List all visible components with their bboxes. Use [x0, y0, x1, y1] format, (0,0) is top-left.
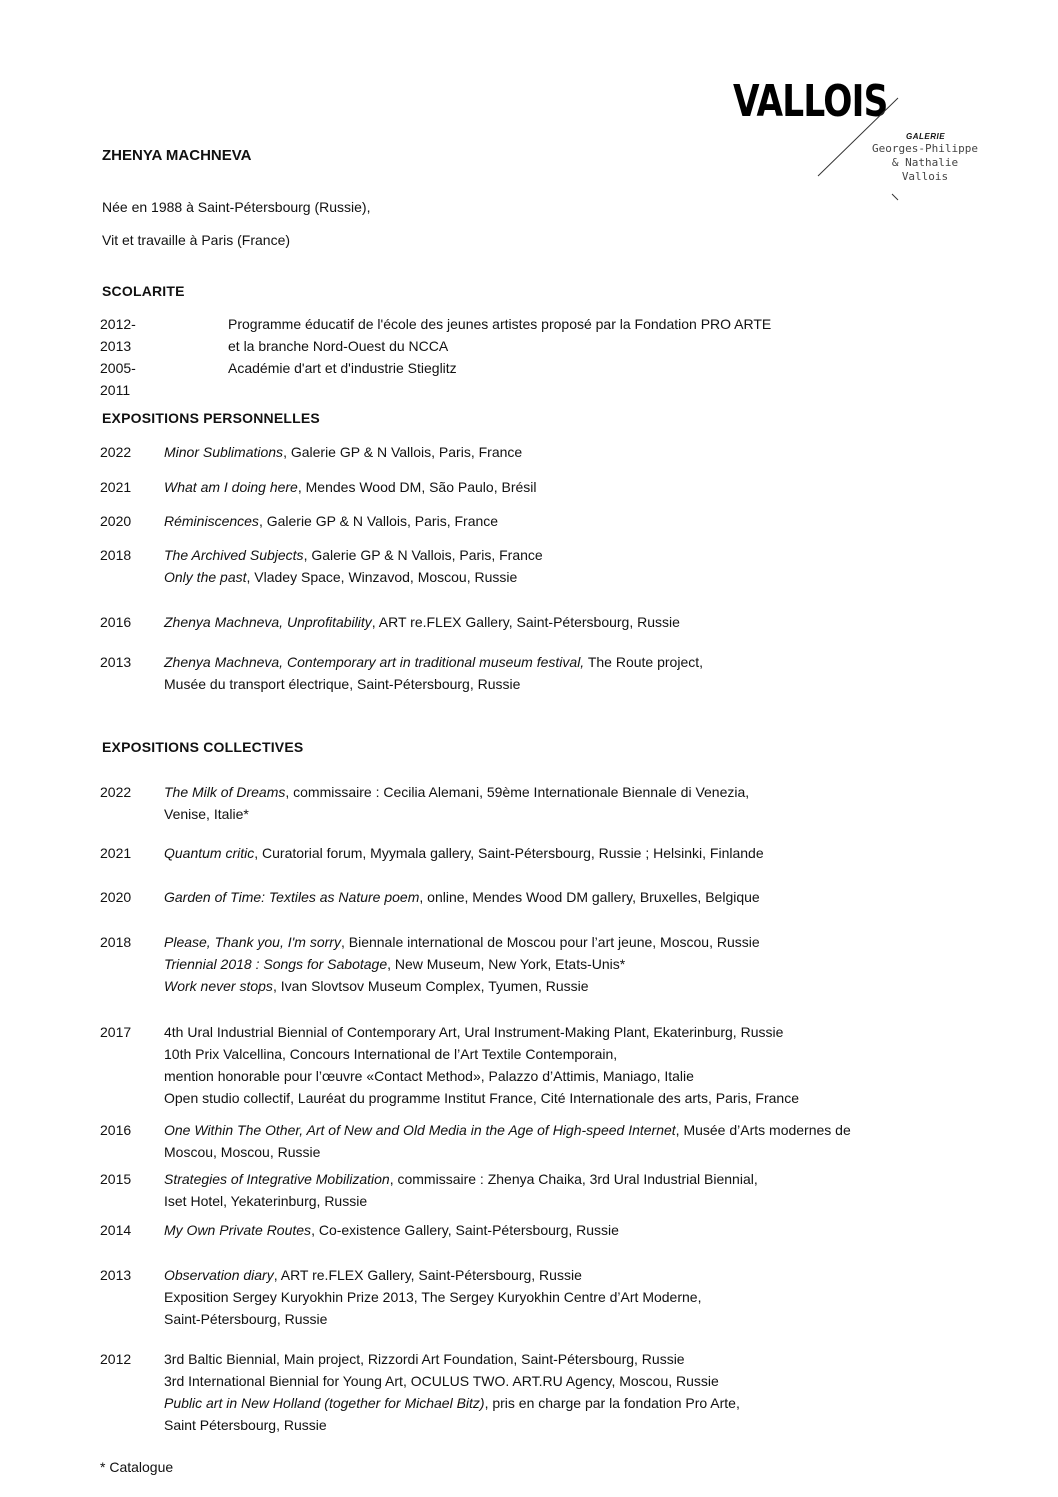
exhibition-details: Moscou, Moscou, Russie	[164, 1144, 321, 1160]
entry-line	[164, 781, 749, 803]
exhibition-details: Saint Pétersbourg, Russie	[164, 1417, 327, 1433]
exhibition-details: Iset Hotel, Yekaterinburg, Russie	[164, 1193, 368, 1209]
exhibition-title: Strategies of Integrative Mobilization	[164, 1171, 390, 1187]
entry-lines	[164, 931, 760, 997]
exhibition-details: The Route project,	[584, 654, 704, 670]
exhibition-details: , Biennale international de Moscou pour l’art jeune, Moscou, Russie	[340, 934, 760, 950]
entry-line	[164, 1065, 799, 1087]
entry-year: 2017	[100, 1024, 132, 1040]
entry-year: 2021	[100, 479, 132, 495]
exhibition-details: 3rd International Biennial for Young Art, OCULUS TWO. ART.RU Agency, Moscou, Russie	[164, 1373, 719, 1389]
exhibition-title: Quantum critic	[164, 845, 255, 861]
exhibition-title: Zhenya Machneva, Contemporary art in traditional museum festival,	[164, 654, 585, 670]
entry-year: 2016	[100, 1122, 132, 1138]
exhibition-details: , Galerie GP & N Vallois, Paris, France	[283, 444, 523, 460]
exhibition-details: , commissaire : Zhenya Chaika, 3rd Ural Industrial Biennial,	[389, 1171, 758, 1187]
entry-line	[164, 842, 764, 864]
exhibition-title: Please, Thank you, I'm sorry	[164, 934, 341, 950]
entry-line	[164, 1264, 701, 1286]
exhibition-title: Minor Sublimations	[164, 444, 284, 460]
exhibition-details: mention honorable pour l’œuvre «Contact Method», Palazzo d’Attimis, Maniago, Italie	[164, 1068, 694, 1084]
entry-lines	[164, 544, 543, 588]
entry-lines	[164, 842, 764, 864]
entry-year: 2013	[100, 1267, 132, 1283]
logo-name-line: Vallois	[901, 170, 949, 183]
exhibition-details: , Curatorial forum, Myymala gallery, Saint-Pétersbourg, Russie ; Helsinki, Finlande	[254, 845, 764, 861]
entry-lines	[164, 651, 703, 695]
entry-year: 2020	[100, 889, 132, 905]
entry-line	[164, 953, 760, 975]
exhibition-details: 4th Ural Industrial Biennial of Contemporary Art, Ural Instrument-Making Plant, Ekaterinburg, Russie	[164, 1024, 784, 1040]
section-heading-solo: EXPOSITIONS PERSONNELLES	[102, 410, 320, 426]
exhibition-details: , ART re.FLEX Gallery, Saint-Pétersbourg, Russie	[273, 1267, 582, 1283]
entry-year: 2018	[100, 934, 132, 950]
entry-year: 2020	[100, 513, 132, 529]
entry-lines	[164, 510, 498, 532]
entry-line	[164, 1168, 758, 1190]
exhibition-title: Réminiscences	[164, 513, 259, 529]
exhibition-details: , Vladey Space, Winzavod, Moscou, Russie	[246, 569, 518, 585]
logo-name-line: Georges-Philippe	[872, 142, 978, 155]
entry-year: 2012-2013	[100, 316, 136, 354]
entry-line	[164, 931, 760, 953]
exhibition-details: Saint-Pétersbourg, Russie	[164, 1311, 328, 1327]
entry-lines	[164, 781, 749, 825]
entry-line: et la branche Nord-Ouest du NCCA	[228, 338, 449, 354]
entry-lines	[164, 441, 522, 463]
entry-line	[164, 1219, 619, 1241]
entry-lines	[164, 1348, 740, 1436]
entry-line	[164, 1141, 851, 1163]
entry-year: 2005-2011	[100, 360, 136, 398]
entry-line	[164, 1043, 799, 1065]
exhibition-details: , online, Mendes Wood DM gallery, Bruxelles, Belgique	[419, 889, 760, 905]
exhibition-details: Open studio collectif, Lauréat du programme Institut France, Cité Internationale des arts, Paris, France	[164, 1090, 799, 1106]
entry-line	[164, 441, 522, 463]
entry-line	[164, 1119, 851, 1141]
logo-galerie-label: GALERIE	[906, 132, 946, 141]
entry-year: 2014	[100, 1222, 132, 1238]
exhibition-title: Triennial 2018 : Songs for Sabotage	[164, 956, 388, 972]
entry-lines	[164, 476, 537, 498]
exhibition-title: The Archived Subjects	[164, 547, 304, 563]
entry-line	[164, 1190, 758, 1212]
entry-lines	[164, 1264, 701, 1330]
entry-line	[164, 886, 760, 908]
exhibition-details: , Ivan Slovtsov Museum Complex, Tyumen, Russie	[272, 978, 589, 994]
entry-line	[164, 673, 703, 695]
entry-lines	[228, 357, 457, 379]
entry-line	[164, 611, 680, 633]
entry-line	[164, 1414, 740, 1436]
artist-birth: Née en 1988 à Saint-Pétersbourg (Russie),	[102, 199, 371, 215]
exhibition-details: , commissaire : Cecilia Alemani, 59ème Internationale Biennale di Venezia,	[285, 784, 750, 800]
entry-year: 2016	[100, 614, 132, 630]
entry-line	[164, 1370, 740, 1392]
entry-line	[164, 975, 760, 997]
exhibition-title: One Within The Other, Art of New and Old Media in the Age of High-speed Internet	[164, 1122, 676, 1138]
artist-residence: Vit et travaille à Paris (France)	[102, 232, 291, 248]
entry-line	[164, 476, 537, 498]
entry-year: 2013	[100, 654, 132, 670]
entry-lines	[164, 886, 760, 908]
entry-year: 2018	[100, 547, 132, 563]
exhibition-details: , Co-existence Gallery, Saint-Pétersbourg, Russie	[311, 1222, 619, 1238]
exhibition-details: , pris en charge par la fondation Pro Arte,	[484, 1395, 740, 1411]
artist-name: ZHENYA MACHNEVA	[102, 147, 252, 164]
exhibition-details: , Musée d’Arts modernes de	[675, 1122, 851, 1138]
exhibition-title: Observation diary	[164, 1267, 274, 1283]
exhibition-details: , ART re.FLEX Gallery, Saint-Pétersbourg, Russie	[371, 614, 680, 630]
entry-line	[164, 566, 543, 588]
entry-lines	[164, 1119, 851, 1163]
exhibition-details: Exposition Sergey Kuryokhin Prize 2013, The Sergey Kuryokhin Centre d’Art Moderne,	[164, 1289, 702, 1305]
exhibition-details: 3rd Baltic Biennial, Main project, Rizzordi Art Foundation, Saint-Pétersbourg, Russie	[164, 1351, 685, 1367]
exhibition-title: Work never stops	[164, 978, 273, 994]
entry-lines	[228, 313, 771, 357]
logo-name-line: & Nathalie	[891, 156, 959, 169]
exhibition-details: 10th Prix Valcellina, Concours International de l’Art Textile Contemporain,	[164, 1046, 618, 1062]
exhibition-title: The Milk of Dreams	[164, 784, 286, 800]
exhibition-details: , Galerie GP & N Vallois, Paris, France	[258, 513, 499, 529]
entry-line: Programme éducatif de l'école des jeunes artistes proposé par la Fondation PRO ARTE	[228, 316, 772, 332]
entry-line	[164, 544, 543, 566]
entry-line	[164, 1087, 799, 1109]
exhibition-title: Only the past	[164, 569, 247, 585]
entry-lines	[164, 1219, 619, 1241]
entry-line	[164, 1021, 799, 1043]
entry-lines	[164, 1168, 758, 1212]
exhibition-details: Venise, Italie*	[164, 806, 249, 822]
exhibition-details: , New Museum, New York, Etats-Unis*	[387, 956, 626, 972]
exhibition-details: Musée du transport électrique, Saint-Pétersbourg, Russie	[164, 676, 521, 692]
exhibition-title: Garden of Time: Textiles as Nature poem	[164, 889, 420, 905]
entry-year: 2015	[100, 1171, 132, 1187]
section-heading-group: EXPOSITIONS COLLECTIVES	[102, 739, 304, 755]
entry-line	[164, 803, 749, 825]
catalogue-footnote: * Catalogue	[100, 1459, 174, 1475]
entry-line	[164, 1392, 740, 1414]
exhibition-details: , Galerie GP & N Vallois, Paris, France	[303, 547, 543, 563]
entry-year: 2012	[100, 1351, 132, 1367]
entry-line	[164, 510, 498, 532]
entry-line: Académie d'art et d'industrie Stieglitz	[228, 360, 457, 376]
exhibition-details: , Mendes Wood DM, São Paulo, Brésil	[297, 479, 537, 495]
exhibition-title: Zhenya Machneva, Unprofitability	[164, 614, 372, 630]
entry-year: 2022	[100, 784, 132, 800]
entry-line	[164, 651, 703, 673]
exhibition-title: Public art in New Holland (together for Michael Bitz)	[164, 1395, 485, 1411]
gallery-logo-wordmark: VALLOIS	[733, 76, 888, 127]
entry-line	[164, 1308, 701, 1330]
exhibition-title: My Own Private Routes	[164, 1222, 312, 1238]
entry-lines	[164, 1021, 799, 1109]
logo-owner-names	[866, 142, 984, 184]
entry-line	[164, 1348, 740, 1370]
entry-year: 2022	[100, 444, 132, 460]
exhibition-title: What am I doing here	[164, 479, 298, 495]
entry-line	[164, 1286, 701, 1308]
entry-year: 2021	[100, 845, 132, 861]
entry-lines	[164, 611, 680, 633]
section-heading-education: SCOLARITE	[102, 283, 185, 299]
